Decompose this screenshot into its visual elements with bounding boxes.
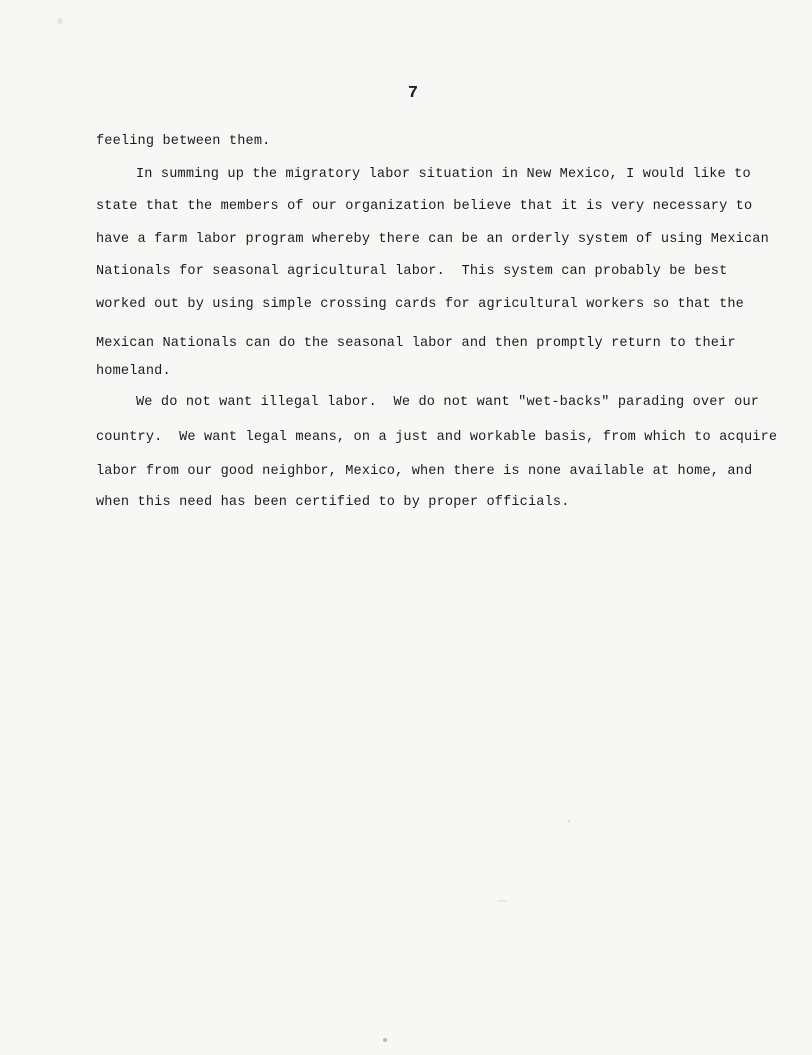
text-line: have a farm labor program whereby there can be an orderly system of using Mexican (96, 232, 769, 247)
text-line: country. We want legal means, on a just and workable basis, from which to acquire (96, 430, 778, 445)
text-line: We do not want illegal labor. We do not want "wet-backs" parading over our (136, 395, 760, 410)
text-line: feeling between them. (96, 134, 271, 149)
text-line: when this need has been certified to by proper officials. (96, 495, 570, 510)
text-line: labor from our good neighbor, Mexico, when there is none available at home, and (96, 464, 753, 479)
text-line: homeland. (96, 364, 171, 379)
text-line: Mexican Nationals can do the seasonal labor and then promptly return to their (96, 336, 736, 351)
paper-speck (383, 1038, 387, 1042)
paper-speck (57, 18, 63, 24)
text-line: Nationals for seasonal agricultural labor. This system can probably be best (96, 264, 728, 279)
paper-speck (568, 820, 570, 822)
text-line: state that the members of our organization believe that it is very necessary to (96, 199, 753, 214)
text-line: worked out by using simple crossing cards for agricultural workers so that the (96, 297, 744, 312)
page-number: 7 (407, 84, 419, 103)
paper-speck (497, 900, 507, 902)
text-line: In summing up the migratory labor situation in New Mexico, I would like to (136, 167, 751, 182)
